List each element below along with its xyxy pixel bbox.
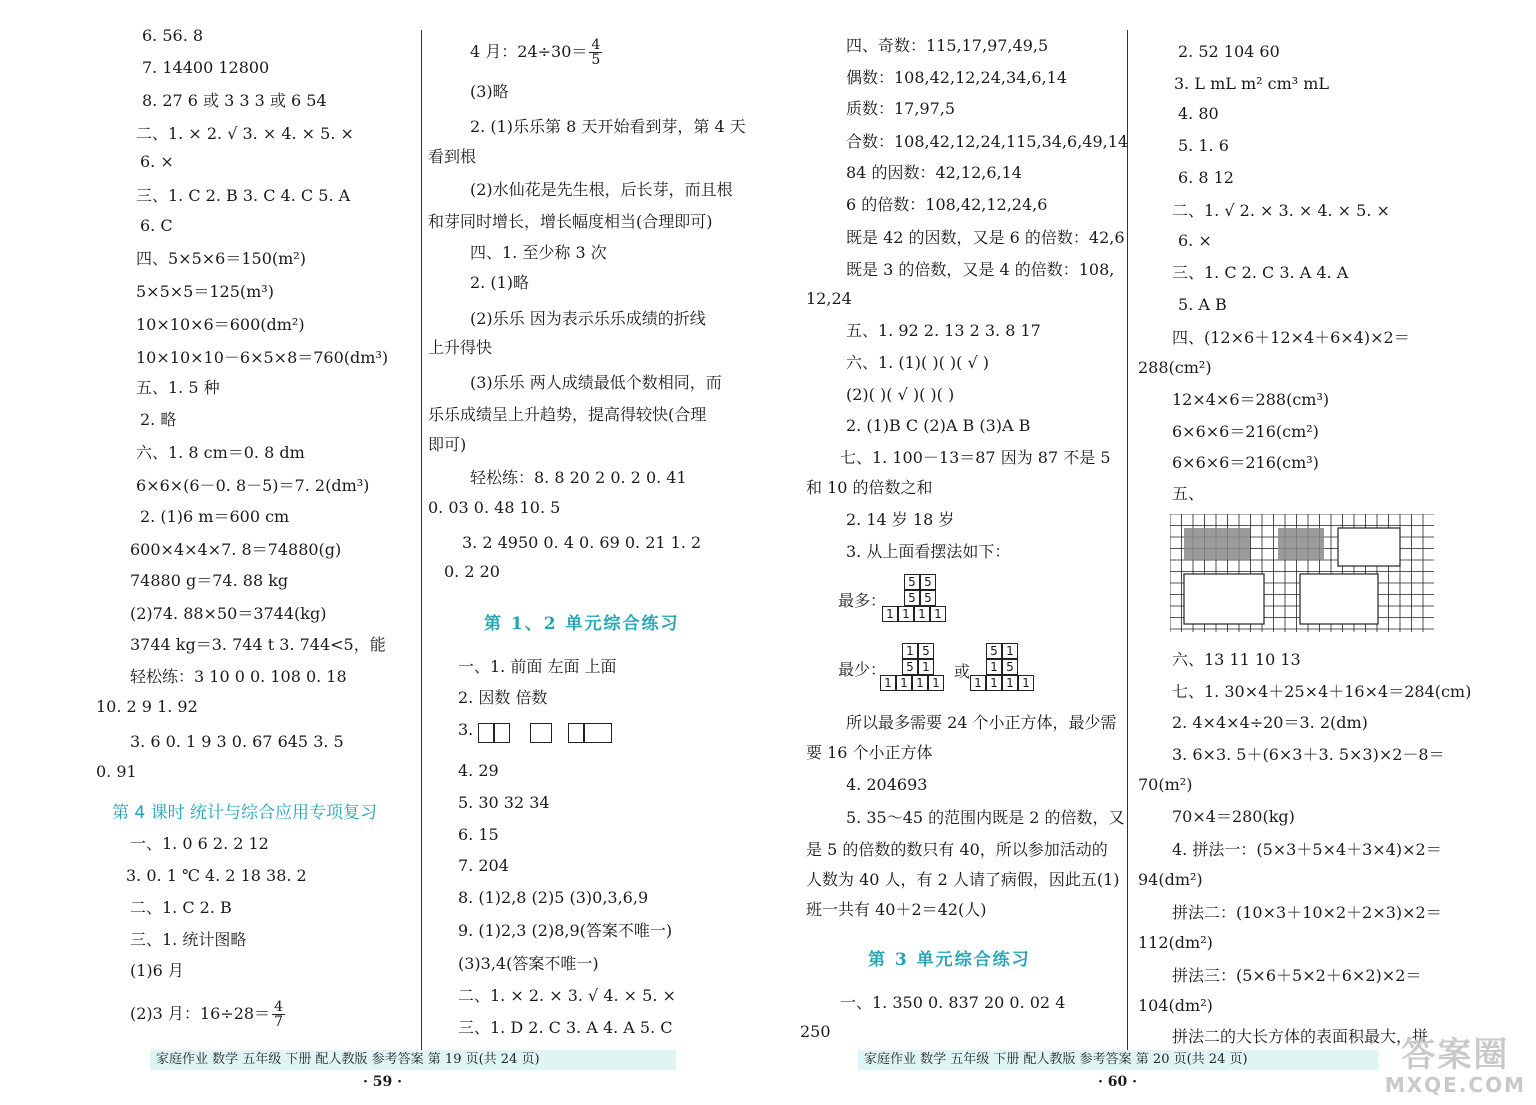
col4-answer-line: 12×4×6＝288(cm³)	[1172, 390, 1330, 409]
col1-answer-line: 三、1. 统计图略	[130, 930, 247, 949]
col4-answer-line: 6×6×6＝216(cm³)	[1172, 453, 1319, 472]
shaded-face	[1278, 528, 1324, 560]
col4-answer-line: 4. 80	[1178, 104, 1219, 123]
col3-answer-line: 3. 从上面看摆法如下：	[846, 542, 1011, 561]
col2-answer-line: 三、1. D 2. C 3. A 4. A 5. C	[458, 1018, 673, 1037]
answer-column-1	[96, 0, 456, 1070]
cube-cell: 5	[920, 574, 936, 590]
col4-answer-line: 104(dm²)	[1138, 996, 1213, 1015]
col3-answer-line: 合数：108,42,12,24,115,34,6,49,14	[846, 132, 1129, 151]
col4-answer-line: 5. 1. 6	[1178, 136, 1229, 155]
col3-answer-line: 要 16 个小正方体	[806, 743, 933, 762]
col4-answer-line: 拼法三：(5×6＋5×2＋6×2)×2＝	[1172, 966, 1422, 985]
col1-answer-line: 6. 56. 8	[142, 26, 204, 45]
col2-answer-line: 四、1. 至少称 3 次	[470, 243, 607, 262]
col1-answer-line: 2. (1)6 m＝600 cm	[140, 507, 290, 526]
col3-answer-line: (2)( )( √ )( )( )	[846, 385, 955, 404]
col4-answer-line: 拼法二：(10×3＋10×2＋2×3)×2＝	[1172, 903, 1442, 922]
col1-answer-line: 6. C	[140, 216, 173, 235]
cube-cell: 1	[928, 675, 944, 691]
cube-cell: 5	[902, 659, 918, 675]
cube-cell: 5	[918, 643, 934, 659]
col3-answer-line: 5. 35～45 的范围内既是 2 的倍数，又	[846, 808, 1125, 827]
cube-cell: 1	[986, 659, 1002, 675]
col4-answer-line: 拼法二的大长方体的表面积最大，拼	[1172, 1027, 1429, 1046]
shaded-face	[1184, 528, 1250, 560]
col3-answer-line: 或	[954, 662, 971, 681]
col4-answer-line: 6×6×6＝216(cm²)	[1172, 422, 1319, 441]
cube-cell: 1	[880, 675, 896, 691]
col1-answer-line: 74880 g＝74. 88 kg	[130, 571, 289, 590]
col2-answer-line: 看到根	[428, 147, 477, 166]
col4-answer-line: 70(m²)	[1138, 775, 1193, 794]
col1-answer-line: 7. 14400 12800	[142, 58, 270, 77]
col4-answer-line: 六、13 11 10 13	[1172, 650, 1301, 669]
cube-cell: 5	[904, 574, 920, 590]
col2-answer-line: (2)乐乐 因为表示乐乐成绩的折线	[470, 309, 706, 328]
cube-cell: 1	[882, 606, 898, 622]
col4-answer-line: 288(cm²)	[1138, 358, 1212, 377]
col1-answer-line: 10×10×6＝600(dm²)	[136, 315, 305, 334]
col2-answer-line: 即可)	[428, 435, 467, 454]
col4-answer-line: 2. 52 104 60	[1178, 42, 1280, 61]
col1-answer-line: 0. 91	[96, 762, 137, 781]
col1-answer-line: 5×5×5＝125(m³)	[136, 282, 274, 301]
cube-cell: 1	[986, 675, 1002, 691]
cube-cell: 5	[920, 590, 936, 606]
col2-answer-line: (2)水仙花是先生根，后长芽，而且根	[470, 180, 733, 199]
view-box	[568, 723, 584, 743]
col2-answer-line: 和芽同时增长，增长幅度相当(合理即可)	[428, 212, 713, 231]
col4-answer-line: 四、(12×6＋12×4＋6×4)×2＝	[1172, 328, 1410, 347]
cube-cell: 1	[912, 675, 928, 691]
cube-cell: 1	[1018, 675, 1034, 691]
col3-answer-line: 偶数：108,42,12,24,34,6,14	[846, 68, 1068, 87]
col2-answer-line: 5. 30 32 34	[458, 793, 550, 812]
col3-answer-line: 质数：17,97,5	[846, 99, 956, 118]
view-box	[530, 723, 552, 743]
section-heading-lesson4: 第 4 课时 统计与综合应用专项复习	[112, 803, 378, 823]
col3-answer-line: 和 10 的倍数之和	[806, 478, 933, 497]
col3-answer-line: 是 5 的倍数的数只有 40，所以参加活动的	[806, 840, 1108, 859]
col1-answer-line: 6×6×(6－0. 8－5)＝7. 2(dm³)	[136, 476, 370, 495]
col3-answer-line: 四、奇数：115,17,97,49,5	[846, 36, 1049, 55]
col3-answer-line: 既是 3 的倍数，又是 4 的倍数：108,	[846, 260, 1115, 279]
col1-answer-line: 一、1. 0 6 2. 2 12	[130, 834, 269, 853]
col3-answer-line: 六、1. (1)( )( )( √ )	[846, 353, 990, 372]
col3-answer-line: 班一共有 40＋2＝42(人)	[806, 900, 987, 919]
cube-cell: 1	[896, 675, 912, 691]
col2-answer-line: 8. (1)2,8 (2)5 (3)0,3,6,9	[458, 888, 649, 907]
col1-answer-line: 10×10×10－6×5×8＝760(dm³)	[136, 348, 389, 367]
col3-answer-line: 250	[800, 1022, 831, 1041]
blank-face	[1300, 574, 1378, 624]
col1-answer-line: 六、1. 8 cm＝0. 8 dm	[136, 443, 305, 462]
cube-cell: 1	[898, 606, 914, 622]
cube-cell: 1	[970, 675, 986, 691]
footer-bar-left: 家庭作业 数学 五年级 下册 配人教版 参考答案 第 19 页(共 24 页)	[150, 1050, 676, 1070]
col3-answer-line: 84 的因数：42,12,6,14	[846, 163, 1022, 182]
col4-answer-line: 3. 6×3. 5＋(6×3＋3. 5×3)×2－8＝	[1172, 745, 1445, 764]
fraction-answer-march: (2)3 月：16÷28＝ $\frac{4}{7}$	[130, 999, 283, 1030]
col2-answer-line: 7. 204	[458, 856, 509, 875]
col2-answer-line: (3)略	[470, 82, 509, 101]
col1-answer-line: 600×4×4×7. 8＝74880(g)	[130, 540, 342, 559]
col4-answer-line: 七、1. 30×4＋25×4＋16×4＝284(cm)	[1172, 682, 1472, 701]
col3-answer-line: 一、1. 350 0. 837 20 0. 02 4	[840, 993, 1066, 1012]
col1-answer-line: (2)74. 88×50＝3744(kg)	[130, 604, 327, 623]
col1-answer-line: 二、1. × 2. √ 3. × 4. × 5. ×	[136, 124, 354, 143]
cube-cell: 1	[902, 643, 918, 659]
col2-answer-line: 二、1. × 2. × 3. √ 4. × 5. ×	[458, 986, 676, 1005]
col4-answer-line: 2. 4×4×4÷20＝3. 2(dm)	[1172, 713, 1368, 732]
section-heading-unit3: 第 3 单元综合练习	[868, 950, 1031, 970]
col4-answer-line: 94(dm²)	[1138, 870, 1203, 889]
col2-answer-line: 一、1. 前面 左面 上面	[458, 657, 617, 676]
col3-answer-line: 既是 42 的因数，又是 6 的倍数：42,6	[846, 228, 1125, 247]
col3-answer-line: 人数为 40 人，有 2 人请了病假，因此五(1)	[806, 870, 1120, 889]
col1-answer-line: 二、1. C 2. B	[130, 898, 232, 917]
col1-answer-line: 10. 2 9 1. 92	[96, 697, 198, 716]
col4-answer-line: 5. A B	[1178, 295, 1227, 314]
col2-answer-line: 6. 15	[458, 825, 499, 844]
blank-face	[1184, 574, 1264, 624]
page-number-left: · 59 ·	[363, 1074, 402, 1090]
view-box	[494, 723, 510, 743]
col2-answer-line: (3)乐乐 两人成绩最低个数相同，而	[470, 373, 722, 392]
col4-answer-line: 70×4＝280(kg)	[1172, 807, 1295, 826]
col4-answer-line: 4. 拼法一：(5×3＋5×4＋3×4)×2＝	[1172, 840, 1442, 859]
cube-cell: 5	[986, 643, 1002, 659]
col1-answer-line: 四、5×5×6＝150(m²)	[136, 249, 306, 268]
col1-answer-line: (1)6 月	[130, 961, 184, 980]
col2-answer-line: 0. 03 0. 48 10. 5	[428, 498, 561, 517]
col4-answer-line: 6. ×	[1178, 231, 1212, 250]
col1-answer-line: 3. 6 0. 1 9 3 0. 67 645 3. 5	[130, 732, 344, 751]
col4-answer-line: 五、	[1172, 484, 1205, 503]
col4-answer-line: 112(dm²)	[1138, 933, 1213, 952]
cube-cell: 1	[930, 606, 946, 622]
col1-answer-line: 三、1. C 2. B 3. C 4. C 5. A	[136, 186, 351, 205]
col2-answer-line: 2. 因数 倍数	[458, 688, 548, 707]
cube-cell: 5	[904, 590, 920, 606]
col3-answer-line: 2. 14 岁 18 岁	[846, 510, 955, 529]
col3-answer-line: 2. (1)B C (2)A B (3)A B	[846, 416, 1031, 435]
col1-answer-line: 8. 27 6 或 3 3 3 或 6 54	[142, 91, 327, 110]
blank-face	[1338, 528, 1400, 566]
cube-cell: 1	[918, 659, 934, 675]
fraction-answer-april: 4 月：24÷30＝ $\frac{4}{5}$	[470, 37, 601, 68]
col2-answer-line: 9. (1)2,3 (2)8,9(答案不唯一)	[458, 921, 673, 940]
col2-answer-line: 乐乐成绩呈上升趋势，提高得较快(合理	[428, 405, 707, 424]
col2-answer-line: 轻松练：8. 8 20 2 0. 2 0. 41	[470, 468, 687, 487]
view-box	[584, 723, 612, 743]
col3-answer-line: 所以最多需要 24 个小正方体，最少需	[846, 713, 1117, 732]
col2-answer-line: 2. (1)乐乐第 8 天开始看到芽，第 4 天	[470, 117, 746, 136]
footer-bar-right: 家庭作业 数学 五年级 下册 配人教版 参考答案 第 20 页(共 24 页)	[858, 1050, 1378, 1070]
page-number-right: · 60 ·	[1098, 1074, 1137, 1090]
answer-column-2	[428, 0, 788, 1070]
col3-answer-line: 五、1. 92 2. 13 2 3. 8 17	[846, 321, 1041, 340]
col1-answer-line: 6. ×	[140, 152, 174, 171]
col2-answer-line: 上升得快	[428, 338, 493, 357]
col4-answer-line: 3. L mL m² cm³ mL	[1174, 74, 1330, 93]
col1-answer-line: 3. 0. 1 ℃ 4. 2 18 38. 2	[126, 866, 307, 885]
section-heading-unit12: 第 1、2 单元综合练习	[484, 614, 680, 634]
watermark-logo: 答案圈 MXQE.COM	[1384, 1035, 1526, 1097]
col2-answer-line: 3.	[458, 720, 474, 739]
col1-answer-line: 五、1. 5 种	[136, 378, 220, 397]
col4-answer-line: 6. 8 12	[1178, 168, 1234, 187]
col4-answer-line: 二、1. √ 2. × 3. × 4. × 5. ×	[1172, 201, 1390, 220]
col2-answer-line: 3. 2 4950 0. 4 0. 69 0. 21 1. 2	[462, 533, 702, 552]
col2-answer-line: 4. 29	[458, 761, 499, 780]
col2-answer-line: 2. (1)略	[470, 273, 530, 292]
col1-answer-line: 2. 略	[140, 410, 177, 429]
col4-answer-line: 三、1. C 2. C 3. A 4. A	[1172, 263, 1349, 282]
col1-answer-line: 轻松练：3 10 0 0. 108 0. 18	[130, 667, 347, 686]
col2-answer-line: (3)3,4(答案不唯一)	[458, 954, 599, 973]
cube-cell: 5	[1002, 659, 1018, 675]
col3-answer-line: 12,24	[806, 289, 852, 308]
col3-answer-line: 七、1. 100－13＝87 因为 87 不是 5	[840, 448, 1111, 467]
cube-cell: 1	[914, 606, 930, 622]
cube-cell: 1	[1002, 643, 1018, 659]
col3-answer-line: 4. 204693	[846, 775, 928, 794]
col3-answer-line: 6 的倍数：108,42,12,24,6	[846, 195, 1048, 214]
col3-answer-line: 最少：	[838, 660, 887, 679]
col1-answer-line: 3744 kg＝3. 744 t 3. 744<5，能	[130, 635, 386, 654]
col3-answer-line: 最多：	[838, 591, 887, 610]
unfolded-net-grid	[1170, 514, 1434, 632]
answer-column-3	[800, 0, 1160, 1070]
cube-cell: 1	[1002, 675, 1018, 691]
view-box	[478, 723, 494, 743]
col2-answer-line: 0. 2 20	[444, 562, 500, 581]
